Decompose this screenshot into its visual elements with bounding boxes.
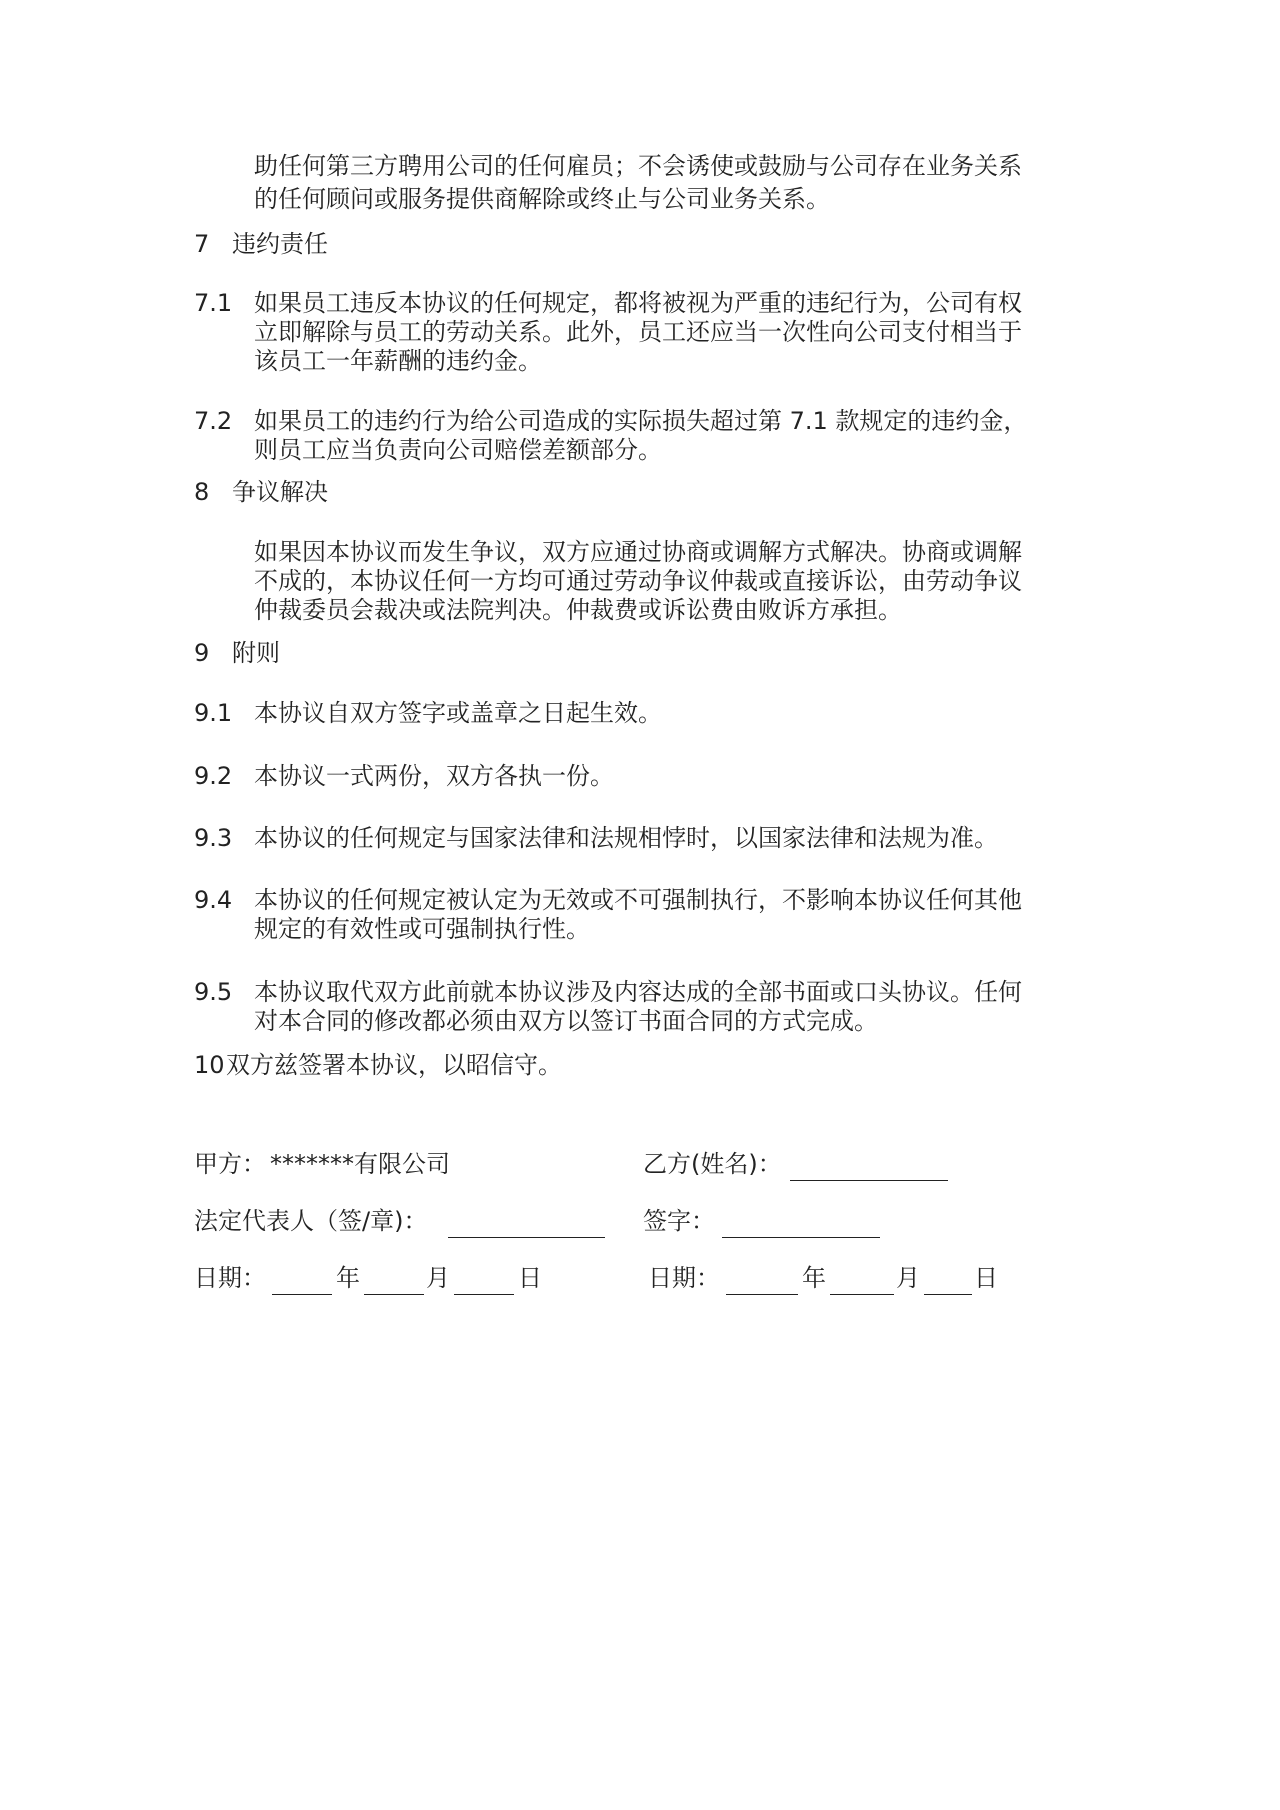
clause-7-1-number: 7.1 bbox=[194, 289, 233, 317]
clause-9-4-number: 9.4 bbox=[194, 886, 233, 914]
section-8-line-3: 仲裁委员会裁决或法院判决。仲裁费或诉讼费由败诉方承担。 bbox=[254, 596, 902, 624]
legal-rep-signature-line[interactable] bbox=[448, 1237, 605, 1238]
party-a-year-label: 年 bbox=[336, 1264, 360, 1292]
section-9-title: 附则 bbox=[232, 639, 280, 667]
party-b-date-label: 日期： bbox=[648, 1264, 720, 1292]
clause-7-1-line-2: 立即解除与员工的劳动关系。此外，员工还应当一次性向公司支付相当于 bbox=[254, 318, 1022, 346]
clause-9-1-line-1: 本协议自双方签字或盖章之日起生效。 bbox=[254, 699, 662, 727]
clause-7-1-line-1: 如果员工违反本协议的任何规定，都将被视为严重的违纪行为，公司有权 bbox=[254, 289, 1022, 317]
party-b-day-label: 日 bbox=[974, 1264, 998, 1292]
continuation-line-1: 助任何第三方聘用公司的任何雇员；不会诱使或鼓励与公司存在业务关系 bbox=[254, 152, 1022, 180]
section-8-title: 争议解决 bbox=[232, 478, 328, 506]
section-9-number: 9 bbox=[194, 639, 210, 667]
party-b-year-label: 年 bbox=[802, 1264, 826, 1292]
party-b-day-line[interactable] bbox=[924, 1294, 972, 1295]
section-7-title: 违约责任 bbox=[232, 230, 328, 258]
party-b-signature-line[interactable] bbox=[722, 1237, 880, 1238]
party-a-year-line[interactable] bbox=[272, 1294, 332, 1295]
section-8-line-2: 不成的，本协议任何一方均可通过劳动争议仲裁或直接诉讼，由劳动争议 bbox=[254, 567, 1022, 595]
party-a-month-line[interactable] bbox=[364, 1294, 424, 1295]
clause-9-5-line-1: 本协议取代双方此前就本协议涉及内容达成的全部书面或口头协议。任何 bbox=[254, 978, 1022, 1006]
signature-label: 签字： bbox=[643, 1207, 715, 1235]
clause-9-5-number: 9.5 bbox=[194, 978, 233, 1006]
clause-9-2-number: 9.2 bbox=[194, 762, 233, 790]
clause-7-2-number: 7.2 bbox=[194, 407, 233, 435]
party-a-name: *******有限公司 bbox=[270, 1150, 450, 1178]
clause-9-3-number: 9.3 bbox=[194, 824, 233, 852]
clause-7-2-line-1: 如果员工的违约行为给公司造成的实际损失超过第 7.1 款规定的违约金， bbox=[254, 407, 1028, 435]
section-8-number: 8 bbox=[194, 478, 210, 506]
party-a-date-label: 日期： bbox=[194, 1264, 266, 1292]
party-a-day-line[interactable] bbox=[454, 1294, 514, 1295]
legal-rep-label: 法定代表人（签/章)： bbox=[194, 1207, 428, 1235]
party-a-label: 甲方： bbox=[194, 1150, 266, 1178]
section-10-text: 双方兹签署本协议，以昭信守。 bbox=[226, 1051, 562, 1079]
clause-9-2-line-1: 本协议一式两份，双方各执一份。 bbox=[254, 762, 614, 790]
party-a-day-label: 日 bbox=[518, 1264, 542, 1292]
section-8-line-1: 如果因本协议而发生争议，双方应通过协商或调解方式解决。协商或调解 bbox=[254, 538, 1022, 566]
clause-7-2-line-2: 则员工应当负责向公司赔偿差额部分。 bbox=[254, 436, 662, 464]
clause-7-1-line-3: 该员工一年薪酬的违约金。 bbox=[254, 347, 542, 375]
party-b-name-line[interactable] bbox=[790, 1180, 948, 1181]
section-7-number: 7 bbox=[194, 230, 210, 258]
clause-9-3-line-1: 本协议的任何规定与国家法律和法规相悖时，以国家法律和法规为准。 bbox=[254, 824, 998, 852]
party-b-year-line[interactable] bbox=[726, 1294, 798, 1295]
party-b-month-label: 月 bbox=[896, 1264, 920, 1292]
clause-9-1-number: 9.1 bbox=[194, 699, 233, 727]
clause-9-4-line-1: 本协议的任何规定被认定为无效或不可强制执行，不影响本协议任何其他 bbox=[254, 886, 1022, 914]
section-10-number: 10 bbox=[194, 1051, 225, 1079]
party-a-month-label: 月 bbox=[426, 1264, 450, 1292]
clause-9-4-line-2: 规定的有效性或可强制执行性。 bbox=[254, 915, 590, 943]
clause-9-5-line-2: 对本合同的修改都必须由双方以签订书面合同的方式完成。 bbox=[254, 1007, 878, 1035]
continuation-line-2: 的任何顾问或服务提供商解除或终止与公司业务关系。 bbox=[254, 185, 830, 213]
party-b-month-line[interactable] bbox=[830, 1294, 894, 1295]
party-b-label: 乙方(姓名)： bbox=[643, 1150, 782, 1178]
